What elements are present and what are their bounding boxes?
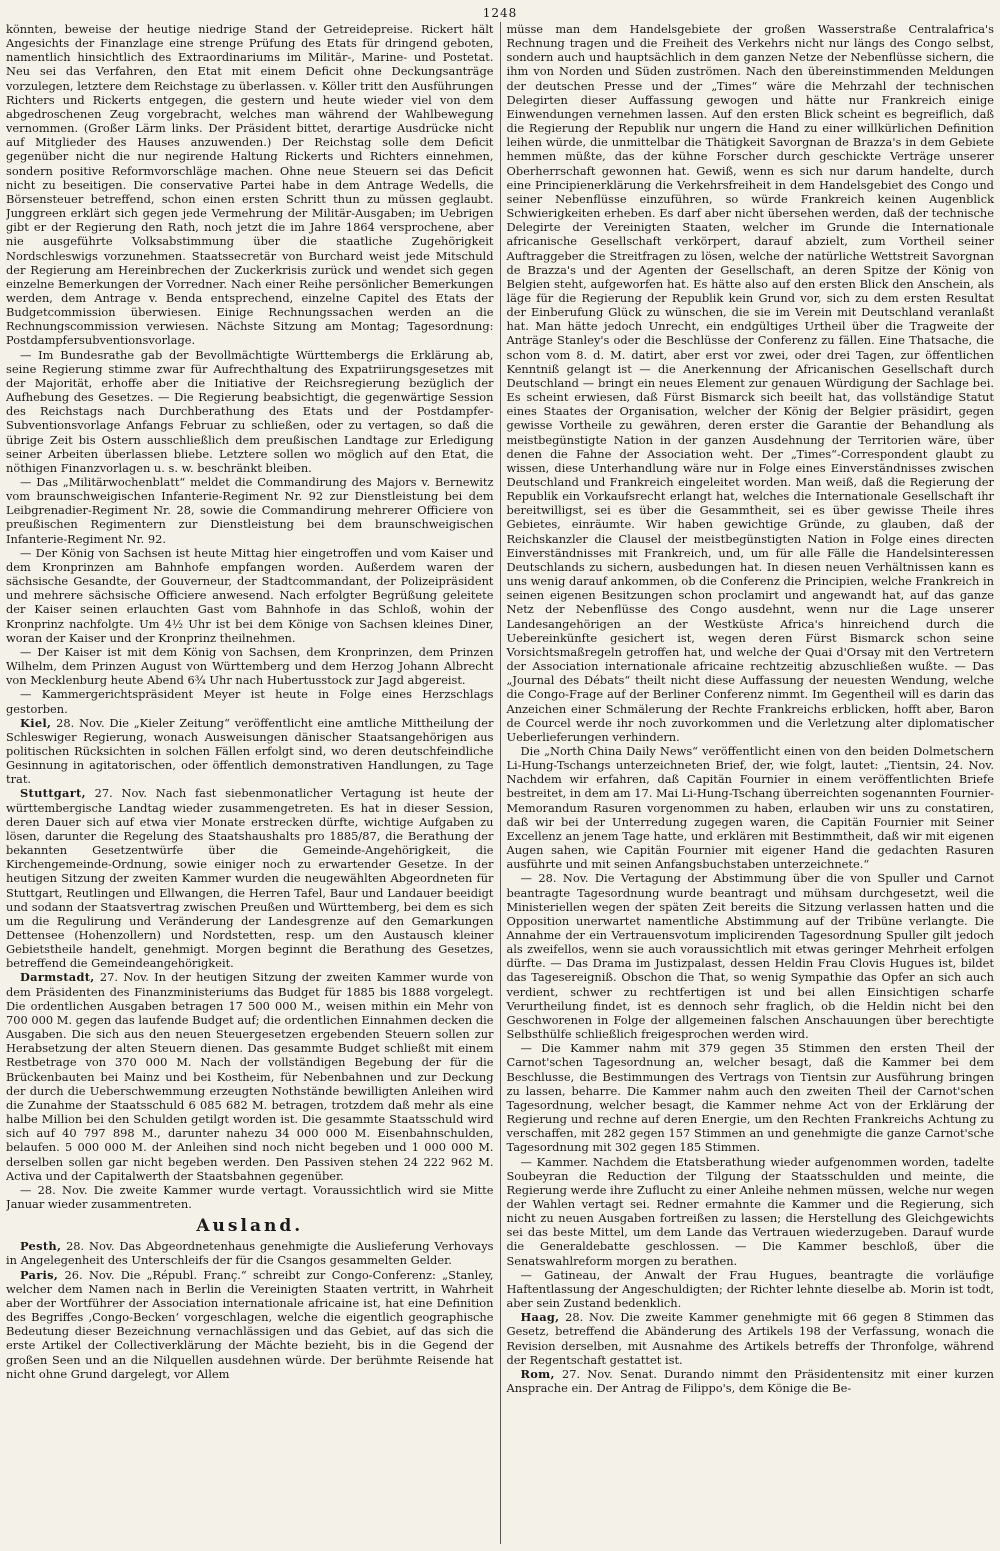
dateline-place: Darmstadt, xyxy=(20,970,95,985)
dispatch-darmstadt xyxy=(6,970,494,1182)
section-heading: Ausland. xyxy=(196,1216,304,1237)
dateline-place: Pesth, xyxy=(20,1239,62,1254)
article-text: — Kammer. Nachdem die Etatsberathung wieder aufgenommen worden, tadelte Soubeyran die Reduction der Tilgung der Staatsschulden und meinte, die Regierung werde ihre Zuflucht zu einer Anleihe nehmen müssen, welche nur wegen der Wahlen vertagt sei. Redner ermahnte die Kammer und die Regierung, sich nicht zu neuen Ausgaben fortreißen zu lassen; die Herstellung des Gleichgewichts sei das beste Mittel, um dem Lande das Vertrauen wiederzugeben. Darauf wurde die Generaldebatte geschlossen. — Die Kammer beschloß, über die Senatswahlreform morgen zu berathen. xyxy=(506,1154,994,1268)
dispatch-text: 28. Nov. Die „Kieler Zeitung“ veröffentlicht eine amtliche Mittheilung der Schleswiger Regierung, wonach Ausweisungen dänischer Staatsangehörigen aus politischen Rücksichten in solchen Fällen erfolgt sind, wo deren deutschfeindliche Gesinnung in agitatorischen, oder öffentlich demonstrativen Handlungen, zu Tage trat. xyxy=(6,715,494,787)
article-text: — Im Bundesrathe gab der Bevollmächtigte Württembergs die Erklärung ab, seine Regierung stimme zwar für Aufrechthaltung des Expatriirungsgesetzes mit der Majorität, erhoffe aber die Initiative der Reichsregierung bezüglich der Aufhebung des Gesetzes. — Die Regierung beabsichtigt, die gegenwärtige Session des Reichstags nach Durchberathung des Etats und der Postdampfer-Subventionsvorlage Anfangs Februar zu schließen, oder zu vertagen, so daß die übrige Zeit bis Ostern ausschließlich dem preußischen Landtage zur Erledigung seiner Arbeiten überlassen bliebe. Letztere sollen wo möglich auf den Etat, die nöthigen Finanzvorlagen u. s. w. beschränkt bleiben. xyxy=(6,347,494,475)
dispatch-text: 28. Nov. Das Abgeordnetenhaus genehmigte die Auslieferung Verhovays in Angelegenheit des Unterschleifs der für die Csangos gesammelten Gelder. xyxy=(6,1239,494,1268)
left-column xyxy=(6,22,498,1544)
article-text: — Die Kammer nahm mit 379 gegen 35 Stimmen den ersten Theil der Carnot'schen Tagesordnung an, welcher besagt, daß die Kammer bei dem Beschlusse, die Bestimmungen des Vertrags von Tientsin zur Ausführung bringen zu lassen, beharre. Die Kammer nahm auch den zweiten Theil der Carnot'schen Tagesordnung, welcher besagt, die Kammer nehme Act von der Erklärung der Regierung und rechne auf deren Energie, um den Rechten Frankreichs Achtung zu verschaffen, mit 282 gegen 157 Stimmen an und genehmigte die ganze Carnot'sche Tagesordnung mit 302 gegen 185 Stimmen. xyxy=(506,1041,994,1155)
article-text: — Das „Militärwochenblatt“ meldet die Commandirung des Majors v. Bernewitz vom braunschweigischen Infanterie-Regiment Nr. 92 zur Dienstleistung bei dem Leibgrenadier-Regiment Nr. 28, sowie die Commandirung mehrerer Officiere von preußischen Regimentern zur Dienstleistung bei dem braunschweigischen Infanterie-Regiment Nr. 92. xyxy=(6,475,494,546)
right-column xyxy=(502,22,994,1544)
dispatch-text: 28. Nov. Die zweite Kammer genehmigte mit 66 gegen 8 Stimmen das Gesetz, betreffend die Abänderung des Artikels 198 der Verfassung, wonach die Revision derselben, mit Ausnahme des Artikels betreffs der Thronfolge, während der Regentschaft gestattet ist. xyxy=(506,1310,994,1367)
dateline-place: Rom, xyxy=(520,1366,555,1381)
dispatch-haag xyxy=(506,1310,994,1367)
article-text: — 28. Nov. Die Vertagung der Abstimmung über die von Spuller und Carnot beantragte Tagesordnung wurde beantragt und mühsam durchgesetzt, weil die Ministeriellen wegen der späten Zeit bereits die Sitzung verlassen hatten und die Opposition unerwartet namentliche Abstimmung auf der Tribüne verlangte. Die Annahme der ein Vertrauensvotum implicirenden Tagesordnung Spuller gilt jedoch als zweifellos, wenn sie auch voraussichtlich mit etwas geringer Mehrheit erfolgen dürfte. — Das Drama im Justizpalast, dessen Heldin Frau Clovis Hugues ist, bildet das Tagesereigniß. Obschon die That, so wenig Sympathie das Opfer an sich auch verdient, schwer zu rechtfertigen ist und bei allen Einsichtigen scharfe Verurtheilung findet, ist es dennoch sehr fraglich, ob die Heldin nicht bei den Geschworenen in Folge der allgemeinen falschen Anschauungen über berechtigte Selbsthülfe schließlich freigesprochen werden wird. xyxy=(506,871,994,1042)
dispatch-paris xyxy=(6,1268,494,1381)
article-text: — Gatineau, der Anwalt der Frau Hugues, beantragte die vorläufige Haftentlassung der Angeschuldigten; der Richter lehnte dieselbe ab. Morin ist todt, aber sein Zustand bedenklich. xyxy=(506,1267,994,1311)
newspaper-columns xyxy=(6,22,994,1544)
dispatch-kiel xyxy=(6,716,494,787)
article-text: — 28. Nov. Die zweite Kammer wurde vertagt. Voraussichtlich wird sie Mitte Januar wieder zusammentreten. xyxy=(6,1182,494,1211)
article-text: — Der Kaiser ist mit dem König von Sachsen, dem Kronprinzen, dem Prinzen Wilhelm, dem Prinzen August von Württemberg und dem Herzog Johann Albrecht von Mecklenburg heute Abend 6¾ Uhr nach Hubertusstock zur Jagd abgereist. xyxy=(6,644,494,688)
dateline-place: Kiel, xyxy=(20,715,52,730)
dispatch-stuttgart xyxy=(6,786,494,970)
dateline-place: Stuttgart, xyxy=(20,786,86,801)
article-text: — Kammergerichtspräsident Meyer ist heute in Folge eines Herzschlags gestorben. xyxy=(6,687,494,716)
article-text: müsse man dem Handelsgebiete der großen Wasserstraße Centralafrica's Rechnung tragen und die Freiheit des Verkehrs nicht nur längs des Congo selbst, sondern auch und hauptsächlich in dem ganzen Netze der Nebenflüsse sichern, die ihm von Norden und Süden zuströmen. Nach den übereinstimmenden Meldungen der deutschen Presse und der „Times“ wäre die Mehrzahl der technischen Delegirten dieser Auffassung gewogen und hätte nur Frankreich einige Einwendungen vernehmen lassen. Auf den ersten Blick scheint es begreiflich, daß die Regierung der Republik nur ungern die Hand zu einer willkürlichen Definition leihen würde, die unmittelbar die Thätigkeit Savorgnan de Brazza's in dem Gebiete hemmen müßte, das der kühne Forscher durch geschickte Verträge unserer Oberherrschaft gewonnen hat. Gewiß, wenn es sich nur darum handelte, durch eine Principienerklärung die Verkehrsfreiheit in dem Handelsgebiet des Congo und seiner Nebenflüsse einzuführen, so würde Frankreich keinen Augenblick Schwierigkeiten erheben. Es darf aber nicht übersehen werden, daß der technische Delegirte der Vereinigten Staaten, welcher im Grunde die Internationale africanische Gesellschaft verkörpert, darauf abzielt, zum Vortheil seiner Auftraggeber die Streitfragen zu lösen, welche der natürliche Wettstreit Savorgnan de Brazza's und der Agenten der Gesellschaft, an deren Spitze der König von Belgien steht, aufgeworfen hat. Es hätte also auf den ersten Blick den Anschein, als läge für die Regierung der Republik kein Grund vor, sich zu dem ersten Resultat der Einberufung Glück zu wünschen, die sie im Verein mit Deutschland veranlaßt hat. Man hätte jedoch Unrecht, ein endgültiges Urtheil über die Tragweite der Anträge Stanley's oder die Beschlüsse der Conferenz zu fällen. Eine Thatsache, die schon vom 8. d. M. datirt, aber erst vor zwei, oder drei Tagen, zur öffentlichen Kenntniß gelangt ist — die Anerkennung der Africanischen Gesellschaft durch Deutschland — bringt ein neues Element zur genauen Würdigung der Sachlage bei. Es scheint erwiesen, daß Fürst Bismarck sich beeilt hat, das vollständige Statut eines Staates der Organisation, welcher der König der Belgier präsidirt, gegen gewisse Vortheile zu gewähren, deren erster die Garantie der Behandlung als meistbegünstigte Nation in der ganzen Ausdehnung der Territorien wäre, über denen die Fahne der Association weht. Der „Times“-Correspondent glaubt zu wissen, diese Unterhandlung wäre nur in Folge eines Einverständnisses zwischen Deutschland und Frankreich eingeleitet worden. Man weiß, daß die Regierung der Republik ein Vorkaufsrecht erlangt hat, welches die Internationale Gesellschaft ihr bereitwilligst, sei es über die Gesammtheit, sei es über gewisse Theile ihres Gebietes, einräumte. Wir haben gewichtige Gründe, zu glauben, daß der Reichskanzler die Clausel der meistbegünstigten Nation in Folge eines directen Einverständnisses mit Frankreich, und, um für alle Fälle die Handelsinteressen Deutschlands zu sichern, ausbedungen hat. In diesen neuen Verhältnissen kann es uns wenig darauf ankommen, ob die Conferenz die Principien, welche Frankreich in seinen eigenen Besitzungen schon proclamirt und angewandt hat, auf das ganze Netz der Nebenflüsse des Congo ausdehnt, wenn nur die Lage unserer Landesangehörigen an der Westküste Africa's hinreichend durch die Uebereinkünfte gesichert ist, wegen deren Fürst Bismarck schon seine Vorsichtsmaßregeln getroffen hat, und welche der Quai d'Orsay mit den Vertretern der Association internationale africaine rechtzeitig abzuschließen wußte. — Das „Journal des Débats“ theilt nicht diese Auffassung der neuesten Wendung, welche die Congo-Frage auf der Berliner Conferenz nimmt. Im Gegentheil will es darin das Anzeichen einer Schmälerung der Rechte Frankreichs erblicken, hofft aber, Baron de Courcel werde ihr noch zuvorkommen und die Verletzung alter diplomatischer Ueberlieferungen verhindern. xyxy=(506,22,994,744)
dispatch-text: 26. Nov. Die „Républ. Franç.“ schreibt zur Congo-Conferenz: „Stanley, welcher dem Namen nach in Berlin die Vereinigten Staaten vertritt, in Wahrheit aber der Wortführer der Association internationale africaine ist, hat eine Definition des Begriffes ‚Congo-Becken‘ vorgeschlagen, welche die eigentlich geographische Bedeutung dieser Bezeichnung vernachlässigen und das Gebiet, auf das sich die erste Artikel der Collectiverklärung der Mächte bezieht, bis in die Gegend der großen Seen und an die Nilquellen ausdehnen würde. Der berühmte Reisende hat nicht ohne Grund dargelegt, vor Allem xyxy=(6,1267,494,1381)
article-text: — Der König von Sachsen ist heute Mittag hier eingetroffen und vom Kaiser und dem Kronprinzen am Bahnhofe empfangen worden. Außerdem waren der sächsische Gesandte, der Gouverneur, der Stadtcommandant, der Polizeipräsident und mehrere sächsische Officiere anwesend. Nach erfolgter Begrüßung geleitete der Kaiser seinen erlauchten Gast vom Bahnhofe in das Schloß, wohin der Kronprinz nachfolgte. Um 4½ Uhr ist bei dem Könige von Sachsen kleines Diner, woran der Kaiser und der Kronprinz theilnehmen. xyxy=(6,545,494,645)
article-text: könnten, beweise der heutige niedrige Stand der Getreidepreise. Rickert hält Angesichts der Finanzlage eine strenge Prüfung des Etats für dringend geboten, namentlich hinsichtlich des Extraordinariums im Militär-, Marine- und Postetat. Neu sei das Verfahren, den Etat mit einem Deficit ohne Deckungsanträge vorzulegen, letztere dem Reichstage zu überlassen. v. Köller tritt den Ausführungen Richters und Rickerts entgegen, die gestern und heute wieder viel von dem abgedroschenen Zeug vorgebracht, welches man während der Wahlbewegung vernommen. (Großer Lärm links. Der Präsident bittet, derartige Ausdrücke nicht auf Mitglieder des Hauses anzuwenden.) Der Reichstag solle dem Deficit gegenüber nicht die nur negirende Haltung Rickerts und Richters einnehmen, sondern positive Reformvorschläge machen. Ohne neue Steuern sei das Deficit nicht zu beseitigen. Die conservative Partei habe in dem Antrage Wedells, die Börsensteuer betreffend, schon einen ersten Schritt thun zu müssen geglaubt. Junggreen erklärt sich gegen jede Vermehrung der Militär-Ausgaben; im Uebrigen gibt er der Regierung den Rath, noch jetzt die im Jahre 1864 versprochene, aber nie ausgeführte Volksabstimmung über die staatliche Zugehörigkeit Nordschleswigs vorzunehmen. Staatssecretär von Burchard weist jede Mitschuld der Regierung am Hereinbrechen der Zuckerkrisis zurück und wendet sich gegen einzelne Bemerkungen der Vorredner. Nach einer Reihe persönlicher Bemerkungen werden, dem Antrage v. Benda entsprechend, einzelne Capitel des Etats der Budgetcommission überwiesen. Einige Rechnungssachen werden an die Rechnungscommission verwiesen. Nächste Sitzung am Montag; Tagesordnung: Postdampfersubventionsvorlage. xyxy=(6,22,494,348)
dispatch-text: 27. Nov. In der heutigen Sitzung der zweiten Kammer wurde von dem Präsidenten des Finanzministeriums das Budget für 1885 bis 1888 vorgelegt. Die ordentlichen Ausgaben betragen 17 500 000 M., weisen mithin ein Mehr von 700 000 M. gegen das laufende Budget auf; die ordentlichen Einnahmen decken die Ausgaben. Die sich aus den neuen Steuergesetzen ergebenden Steuern sollen zur Herabsetzung der alten Steuern dienen. Das gesammte Budget schließt mit einem Restbetrage von 370 000 M. Nach der vollständigen Begebung der für die Brückenbauten bei Mainz und bei Kostheim, für Nebenbahnen und zur Deckung der durch die Ueberschwemmung erzeugten Nothstände bewilligten Anleihen wird die Zunahme der Staatsschuld 6 085 682 M. betragen, trotzdem daß mehr als eine halbe Million bei den Schulden getilgt worden ist. Die gesammte Staatsschuld wird sich auf 40 797 898 M., darunter nahezu 34 000 000 M. Eisenbahnschulden, belaufen. 5 000 000 M. der Anleihen sind noch nicht begeben und 1 000 000 M. derselben sollen gar nicht begeben werden. Den Passiven stehen 24 222 962 M. Activa und der Capitalwerth der Staatsbahnen gegenüber. xyxy=(6,970,494,1183)
dispatch-pesth xyxy=(6,1239,494,1267)
page-number: 1248 xyxy=(482,6,518,20)
column-divider xyxy=(500,22,501,1544)
dateline-place: Haag, xyxy=(520,1310,560,1325)
article-text: Die „North China Daily News“ veröffentlicht einen von den beiden Dolmetschern Li-Hung-Tschangs unterzeichneten Brief, der, wie folgt, lautet: „Tientsin, 24. Nov. Nachdem wir erfahren, daß Capitän Fournier in einem veröffentlichten Briefe bestreitet, in dem am 17. Mai Li-Hung-Tschang überreichten sogenannten Fournier-Memorandum Rasuren vorgenommen zu haben, erlauben wir uns zu constatiren, daß wir bei der Unterredung zugegen waren, die Capitän Fournier mit Seiner Excellenz an jenem Tage hatte, und erklären mit Bestimmtheit, daß wir mit eigenen Augen sahen, wie Capitän Fournier mit eigener Hand die gedachten Rasuren ausführte und mit seinen Anfangsbuchstaben unterzeichnete.“ xyxy=(506,743,994,872)
dispatch-rom xyxy=(506,1367,994,1395)
dispatch-text: 27. Nov. Senat. Durando nimmt den Präsidentensitz mit einer kurzen Ansprache ein. Der Antrag de Filippo's, dem Könige die Be- xyxy=(506,1366,994,1395)
dateline-place: Paris, xyxy=(20,1267,59,1282)
dispatch-text: 27. Nov. Nach fast siebenmonatlicher Vertagung ist heute der württembergische Landtag wieder zusammengetreten. Es hat in dieser Session, deren Dauer sich auf etwa vier Monate erstrecken dürfte, wichtige Aufgaben zu lösen, darunter die Regelung des Staatshaushalts pro 1885/87, die Berathung der bekannten Gesetzentwürfe über die Gemeinde-Angehörigkeit, die Kirchengemeinde-Ordnung, sowie einiger noch zu erwartender Gesetze. In der heutigen Sitzung der zweiten Kammer wurden die neugewählten Abgeordneten für Stuttgart, Reutlingen und Ellwangen, die Herren Tafel, Baur und Landauer beeidigt und sodann der Staatsvertrag zwischen Preußen und Württemberg, bei dem es sich um die Regulirung und Veränderung der Landesgrenze auf den Gemarkungen Dettensee (Hohenzollern) und Nordstetten, resp. um den Austausch kleiner Gebietstheile handelt, genehmigt. Morgen beginnt die Berathung des Gesetzes, betreffend die Gemeindeangehörigkeit. xyxy=(6,786,494,971)
